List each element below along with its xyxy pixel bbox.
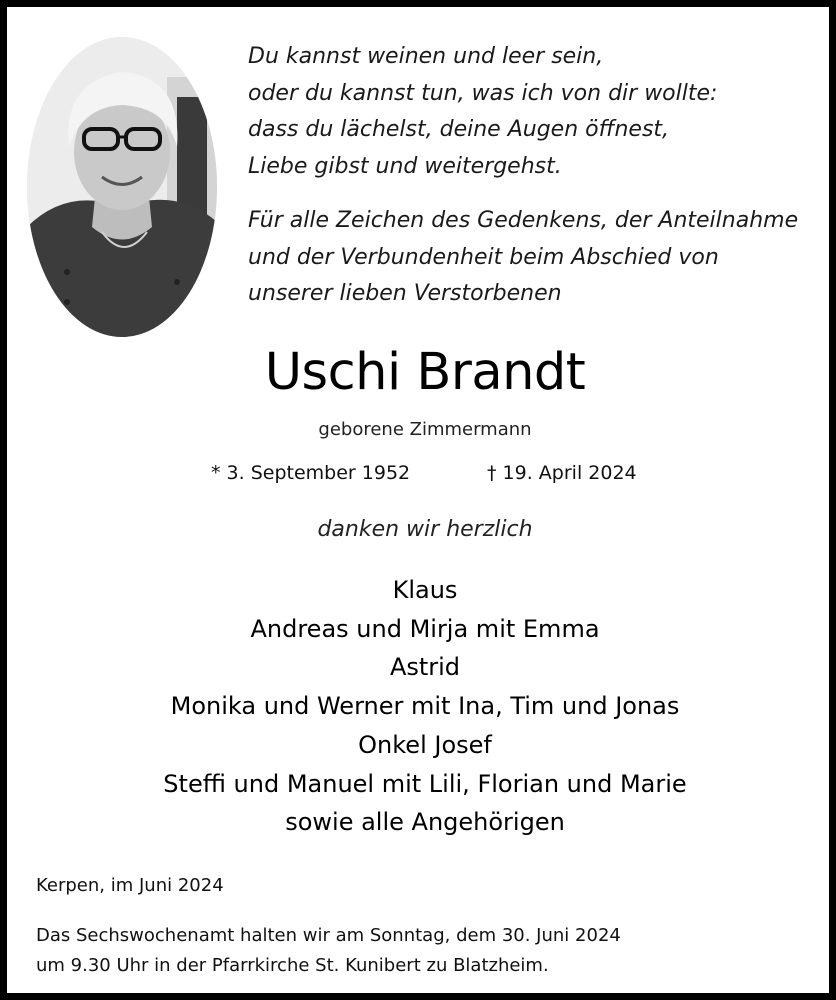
- poem-line: oder du kannst tun, was ich von dir wollte:: [248, 80, 718, 106]
- family-member: Monika und Werner mit Ina, Tim und Jonas: [170, 692, 680, 721]
- memorial-mass-notice: [36, 921, 621, 981]
- thanks-intro: [248, 203, 798, 313]
- poem-line: Du kannst weinen und leer sein,: [248, 44, 604, 69]
- family-member: Klaus: [392, 576, 458, 604]
- family-list: [7, 571, 836, 842]
- family-member: sowie alle Angehörigen: [285, 808, 565, 837]
- birth-date: * 3. September 1952: [211, 462, 411, 484]
- notice-line: um 9.30 Uhr in der Pfarrkirche St. Kunibert zu Blatzheim.: [36, 955, 549, 976]
- family-member: Astrid: [389, 653, 461, 682]
- intro-line: Für alle Zeichen des Gedenkens, der Anteilnahme: [248, 208, 799, 233]
- poem-line: dass du lächelst, deine Augen öffnest,: [248, 117, 670, 142]
- family-member: Onkel Josef: [358, 730, 492, 759]
- family-member: Andreas und Mirja mit Emma: [250, 614, 600, 643]
- portrait-image: [27, 37, 217, 337]
- place-date: Kerpen, im Juni 2024: [36, 875, 224, 896]
- portrait-photo: [27, 37, 217, 337]
- family-member: Steffi und Manuel mit Lili, Florian und Marie: [163, 769, 687, 798]
- death-date: † 19. April 2024: [487, 462, 637, 484]
- deceased-name: Uschi Brandt: [264, 343, 586, 402]
- intro-line: und der Verbundenheit beim Abschied von: [248, 244, 719, 270]
- thanks-text: danken wir herzlich: [317, 517, 533, 542]
- poem-line: Liebe gibst und weitergehst.: [248, 153, 562, 179]
- intro-line: unserer lieben Verstorbenen: [248, 281, 562, 306]
- notice-line: Das Sechswochenamt halten wir am Sonntag, dem 30. Juni 2024: [36, 925, 621, 946]
- poem: [248, 39, 798, 313]
- maiden-name: geborene Zimmermann: [318, 419, 532, 440]
